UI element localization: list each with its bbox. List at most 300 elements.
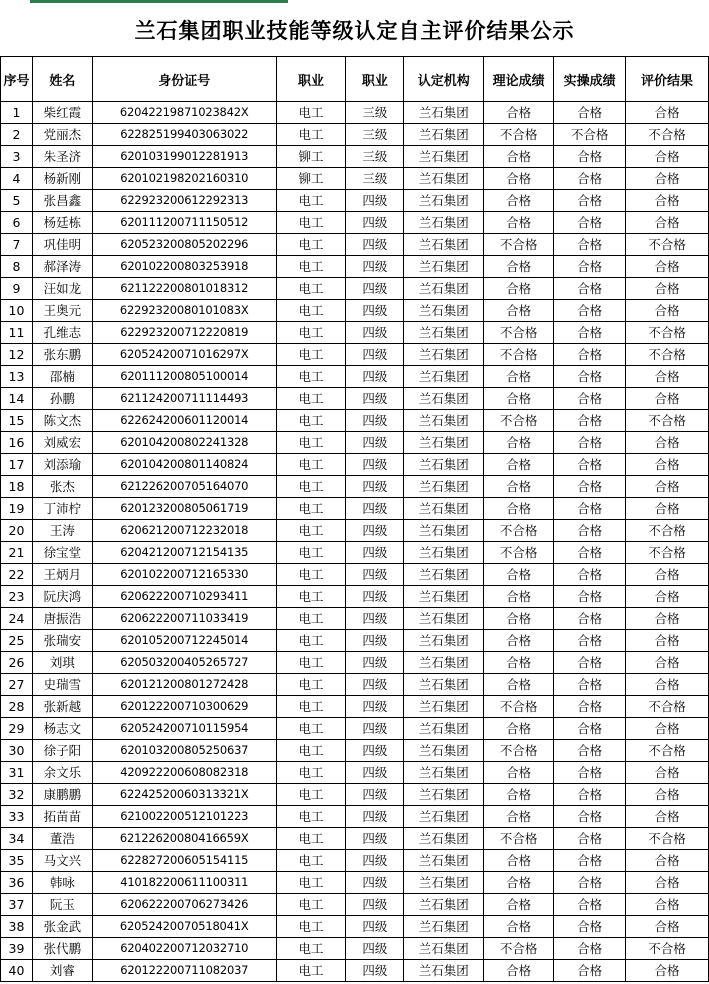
- cell-name: 陈文杰: [32, 410, 92, 432]
- cell-result: 合格: [626, 432, 709, 454]
- cell-theory-score: 不合格: [484, 938, 554, 960]
- cell-occupation: 电工: [276, 212, 346, 234]
- cell-level: 四级: [346, 696, 404, 718]
- cell-seq: 24: [1, 608, 33, 630]
- cell-occupation: 电工: [276, 916, 346, 938]
- cell-level: 四级: [346, 300, 404, 322]
- cell-occupation: 电工: [276, 190, 346, 212]
- cell-name: 徐宝堂: [32, 542, 92, 564]
- cell-id-number: 62122620080416659X: [92, 828, 276, 850]
- cell-institution: 兰石集团: [404, 784, 484, 806]
- cell-occupation: 电工: [276, 454, 346, 476]
- cell-id-number: 620622200711033419: [92, 608, 276, 630]
- table-row: [1, 102, 709, 124]
- cell-practical-score: 合格: [554, 740, 626, 762]
- cell-institution: 兰石集团: [404, 850, 484, 872]
- cell-institution: 兰石集团: [404, 278, 484, 300]
- cell-result: 合格: [626, 476, 709, 498]
- cell-result: 合格: [626, 498, 709, 520]
- cell-occupation: 电工: [276, 608, 346, 630]
- cell-id-number: 62052420071016297X: [92, 344, 276, 366]
- cell-practical-score: 合格: [554, 410, 626, 432]
- cell-name: 王炳月: [32, 564, 92, 586]
- cell-occupation: 电工: [276, 366, 346, 388]
- cell-id-number: 620122200711082037: [92, 960, 276, 982]
- table-row: [1, 762, 709, 784]
- cell-id-number: 62242520060313321X: [92, 784, 276, 806]
- table-row: [1, 828, 709, 850]
- cell-occupation: 电工: [276, 498, 346, 520]
- cell-practical-score: 合格: [554, 872, 626, 894]
- table-row: [1, 124, 709, 146]
- cell-result: 不合格: [626, 124, 709, 146]
- cell-occupation: 电工: [276, 586, 346, 608]
- cell-theory-score: 不合格: [484, 828, 554, 850]
- table-row: [1, 652, 709, 674]
- cell-level: 三级: [346, 124, 404, 146]
- cell-level: 四级: [346, 674, 404, 696]
- cell-seq: 10: [1, 300, 33, 322]
- cell-institution: 兰石集团: [404, 806, 484, 828]
- cell-practical-score: 合格: [554, 212, 626, 234]
- cell-theory-score: 不合格: [484, 410, 554, 432]
- cell-level: 四级: [346, 740, 404, 762]
- cell-theory-score: 合格: [484, 674, 554, 696]
- cell-seq: 16: [1, 432, 33, 454]
- cell-level: 四级: [346, 850, 404, 872]
- cell-occupation: 电工: [276, 938, 346, 960]
- cell-level: 四级: [346, 542, 404, 564]
- results-table: [0, 56, 709, 982]
- cell-institution: 兰石集团: [404, 916, 484, 938]
- cell-theory-score: 合格: [484, 630, 554, 652]
- cell-level: 四级: [346, 454, 404, 476]
- cell-practical-score: 合格: [554, 762, 626, 784]
- cell-id-number: 621122200801018312: [92, 278, 276, 300]
- cell-practical-score: 合格: [554, 520, 626, 542]
- table-row: [1, 938, 709, 960]
- cell-result: 合格: [626, 278, 709, 300]
- table-row: [1, 168, 709, 190]
- cell-practical-score: 合格: [554, 542, 626, 564]
- cell-theory-score: 不合格: [484, 740, 554, 762]
- cell-practical-score: 合格: [554, 916, 626, 938]
- cell-practical-score: 合格: [554, 894, 626, 916]
- cell-name: 张昌鑫: [32, 190, 92, 212]
- cell-name: 杨新刚: [32, 168, 92, 190]
- cell-id-number: 62042219871023842X: [92, 102, 276, 124]
- table-row: [1, 366, 709, 388]
- cell-practical-score: 合格: [554, 234, 626, 256]
- table-row: [1, 586, 709, 608]
- cell-result: 不合格: [626, 938, 709, 960]
- cell-practical-score: 合格: [554, 102, 626, 124]
- cell-id-number: 620111200805100014: [92, 366, 276, 388]
- table-row: [1, 872, 709, 894]
- cell-occupation: 电工: [276, 102, 346, 124]
- cell-practical-score: 合格: [554, 476, 626, 498]
- cell-seq: 14: [1, 388, 33, 410]
- cell-theory-score: 不合格: [484, 234, 554, 256]
- cell-seq: 3: [1, 146, 33, 168]
- cell-level: 四级: [346, 476, 404, 498]
- cell-occupation: 电工: [276, 850, 346, 872]
- cell-practical-score: 合格: [554, 300, 626, 322]
- cell-theory-score: 不合格: [484, 344, 554, 366]
- cell-id-number: 620103200805250637: [92, 740, 276, 762]
- cell-seq: 19: [1, 498, 33, 520]
- cell-id-number: 420922200608082318: [92, 762, 276, 784]
- cell-result: 合格: [626, 190, 709, 212]
- cell-result: 合格: [626, 652, 709, 674]
- cell-theory-score: 合格: [484, 564, 554, 586]
- table-row: [1, 454, 709, 476]
- cell-institution: 兰石集团: [404, 256, 484, 278]
- cell-institution: 兰石集团: [404, 564, 484, 586]
- cell-theory-score: 合格: [484, 960, 554, 982]
- cell-level: 四级: [346, 564, 404, 586]
- cell-seq: 26: [1, 652, 33, 674]
- cell-seq: 22: [1, 564, 33, 586]
- cell-level: 四级: [346, 586, 404, 608]
- cell-seq: 32: [1, 784, 33, 806]
- cell-seq: 40: [1, 960, 33, 982]
- cell-theory-score: 合格: [484, 586, 554, 608]
- cell-theory-score: 不合格: [484, 542, 554, 564]
- cell-occupation: 电工: [276, 564, 346, 586]
- cell-seq: 1: [1, 102, 33, 124]
- cell-result: 不合格: [626, 322, 709, 344]
- table-row: [1, 850, 709, 872]
- cell-result: 合格: [626, 784, 709, 806]
- cell-level: 四级: [346, 872, 404, 894]
- cell-level: 四级: [346, 520, 404, 542]
- cell-result: 合格: [626, 806, 709, 828]
- cell-name: 唐振浩: [32, 608, 92, 630]
- table-row: [1, 718, 709, 740]
- cell-institution: 兰石集团: [404, 454, 484, 476]
- cell-name: 张新越: [32, 696, 92, 718]
- cell-result: 合格: [626, 366, 709, 388]
- cell-id-number: 620503200405265727: [92, 652, 276, 674]
- cell-result: 合格: [626, 102, 709, 124]
- cell-theory-score: 合格: [484, 168, 554, 190]
- cell-occupation: 电工: [276, 542, 346, 564]
- cell-seq: 34: [1, 828, 33, 850]
- cell-name: 王涛: [32, 520, 92, 542]
- cell-name: 刘威宏: [32, 432, 92, 454]
- cell-name: 张东鹏: [32, 344, 92, 366]
- cell-practical-score: 合格: [554, 938, 626, 960]
- cell-level: 四级: [346, 960, 404, 982]
- cell-id-number: 62052420070518041X: [92, 916, 276, 938]
- cell-practical-score: 不合格: [554, 124, 626, 146]
- cell-institution: 兰石集团: [404, 872, 484, 894]
- cell-result: 合格: [626, 674, 709, 696]
- table-body: [1, 102, 709, 982]
- cell-result: 合格: [626, 388, 709, 410]
- cell-name: 阮庆鸿: [32, 586, 92, 608]
- table-row: [1, 388, 709, 410]
- cell-seq: 18: [1, 476, 33, 498]
- cell-institution: 兰石集团: [404, 652, 484, 674]
- cell-practical-score: 合格: [554, 718, 626, 740]
- cell-level: 四级: [346, 894, 404, 916]
- cell-level: 四级: [346, 366, 404, 388]
- cell-result: 合格: [626, 454, 709, 476]
- table-row: [1, 190, 709, 212]
- cell-practical-score: 合格: [554, 630, 626, 652]
- cell-theory-score: 合格: [484, 146, 554, 168]
- cell-practical-score: 合格: [554, 608, 626, 630]
- cell-seq: 33: [1, 806, 33, 828]
- cell-result: 合格: [626, 300, 709, 322]
- cell-result: 合格: [626, 586, 709, 608]
- cell-result: 不合格: [626, 696, 709, 718]
- cell-institution: 兰石集团: [404, 476, 484, 498]
- cell-institution: 兰石集团: [404, 520, 484, 542]
- cell-practical-score: 合格: [554, 146, 626, 168]
- cell-institution: 兰石集团: [404, 366, 484, 388]
- cell-occupation: 电工: [276, 234, 346, 256]
- cell-result: 合格: [626, 718, 709, 740]
- cell-theory-score: 合格: [484, 762, 554, 784]
- cell-practical-score: 合格: [554, 344, 626, 366]
- cell-name: 王奥元: [32, 300, 92, 322]
- cell-result: 合格: [626, 256, 709, 278]
- cell-theory-score: 合格: [484, 256, 554, 278]
- cell-institution: 兰石集团: [404, 938, 484, 960]
- cell-occupation: 电工: [276, 696, 346, 718]
- cell-result: 合格: [626, 960, 709, 982]
- cell-name: 徐子阳: [32, 740, 92, 762]
- cell-level: 四级: [346, 190, 404, 212]
- cell-institution: 兰石集团: [404, 696, 484, 718]
- cell-id-number: 620622200706273426: [92, 894, 276, 916]
- cell-id-number: 620524200710115954: [92, 718, 276, 740]
- cell-occupation: 电工: [276, 674, 346, 696]
- table-row: [1, 278, 709, 300]
- cell-seq: 12: [1, 344, 33, 366]
- cell-level: 四级: [346, 344, 404, 366]
- cell-name: 巩佳明: [32, 234, 92, 256]
- cell-seq: 30: [1, 740, 33, 762]
- cell-theory-score: 合格: [484, 894, 554, 916]
- cell-institution: 兰石集团: [404, 608, 484, 630]
- cell-id-number: 620103199012281913: [92, 146, 276, 168]
- cell-level: 四级: [346, 388, 404, 410]
- cell-name: 郝泽涛: [32, 256, 92, 278]
- cell-name: 马文兴: [32, 850, 92, 872]
- cell-result: 合格: [626, 212, 709, 234]
- cell-institution: 兰石集团: [404, 894, 484, 916]
- cell-name: 康鹏鹏: [32, 784, 92, 806]
- cell-name: 张杰: [32, 476, 92, 498]
- cell-practical-score: 合格: [554, 674, 626, 696]
- cell-practical-score: 合格: [554, 454, 626, 476]
- table-row: [1, 344, 709, 366]
- cell-practical-score: 合格: [554, 190, 626, 212]
- cell-id-number: 621002200512101223: [92, 806, 276, 828]
- cell-seq: 2: [1, 124, 33, 146]
- cell-seq: 31: [1, 762, 33, 784]
- cell-level: 四级: [346, 828, 404, 850]
- cell-theory-score: 合格: [484, 498, 554, 520]
- cell-institution: 兰石集团: [404, 190, 484, 212]
- cell-seq: 7: [1, 234, 33, 256]
- cell-result: 不合格: [626, 410, 709, 432]
- cell-result: 合格: [626, 916, 709, 938]
- cell-level: 四级: [346, 278, 404, 300]
- header-occupation: 职业: [276, 57, 346, 102]
- table-row: [1, 960, 709, 982]
- cell-practical-score: 合格: [554, 784, 626, 806]
- cell-name: 邵楠: [32, 366, 92, 388]
- cell-theory-score: 不合格: [484, 520, 554, 542]
- cell-seq: 20: [1, 520, 33, 542]
- cell-occupation: 电工: [276, 124, 346, 146]
- cell-name: 张金武: [32, 916, 92, 938]
- cell-name: 韩咏: [32, 872, 92, 894]
- cell-practical-score: 合格: [554, 388, 626, 410]
- cell-name: 刘睿: [32, 960, 92, 982]
- cell-institution: 兰石集团: [404, 322, 484, 344]
- cell-occupation: 铆工: [276, 168, 346, 190]
- cell-theory-score: 不合格: [484, 696, 554, 718]
- cell-seq: 13: [1, 366, 33, 388]
- cell-id-number: 620104200802241328: [92, 432, 276, 454]
- cell-seq: 6: [1, 212, 33, 234]
- cell-id-number: 622624200601120014: [92, 410, 276, 432]
- cell-result: 不合格: [626, 520, 709, 542]
- cell-name: 史瑞雪: [32, 674, 92, 696]
- table-row: [1, 542, 709, 564]
- cell-occupation: 电工: [276, 476, 346, 498]
- cell-occupation: 电工: [276, 960, 346, 982]
- table-row: [1, 432, 709, 454]
- cell-name: 张瑞安: [32, 630, 92, 652]
- cell-theory-score: 合格: [484, 476, 554, 498]
- cell-institution: 兰石集团: [404, 344, 484, 366]
- cell-id-number: 620105200712245014: [92, 630, 276, 652]
- cell-seq: 39: [1, 938, 33, 960]
- cell-level: 四级: [346, 498, 404, 520]
- cell-seq: 25: [1, 630, 33, 652]
- cell-result: 合格: [626, 168, 709, 190]
- table-row: [1, 894, 709, 916]
- cell-name: 丁沛柠: [32, 498, 92, 520]
- cell-level: 四级: [346, 652, 404, 674]
- cell-seq: 37: [1, 894, 33, 916]
- cell-theory-score: 不合格: [484, 322, 554, 344]
- cell-practical-score: 合格: [554, 322, 626, 344]
- table-row: [1, 212, 709, 234]
- cell-id-number: 620122200710300629: [92, 696, 276, 718]
- cell-practical-score: 合格: [554, 366, 626, 388]
- table-row: [1, 784, 709, 806]
- cell-level: 三级: [346, 146, 404, 168]
- cell-occupation: 电工: [276, 652, 346, 674]
- cell-result: 合格: [626, 146, 709, 168]
- cell-practical-score: 合格: [554, 586, 626, 608]
- table-row: [1, 806, 709, 828]
- table-row: [1, 608, 709, 630]
- cell-theory-score: 合格: [484, 190, 554, 212]
- cell-occupation: 电工: [276, 256, 346, 278]
- header-seq: 序号: [1, 57, 33, 102]
- cell-level: 三级: [346, 168, 404, 190]
- cell-id-number: 620102198202160310: [92, 168, 276, 190]
- cell-institution: 兰石集团: [404, 674, 484, 696]
- cell-name: 张代鹏: [32, 938, 92, 960]
- cell-id-number: 620102200712165330: [92, 564, 276, 586]
- cell-occupation: 电工: [276, 718, 346, 740]
- cell-id-number: 621226200705164070: [92, 476, 276, 498]
- cell-institution: 兰石集团: [404, 300, 484, 322]
- table-header-row: [1, 57, 709, 102]
- cell-seq: 27: [1, 674, 33, 696]
- cell-occupation: 电工: [276, 828, 346, 850]
- table-row: [1, 322, 709, 344]
- cell-name: 董浩: [32, 828, 92, 850]
- table-row: [1, 498, 709, 520]
- table-row: [1, 256, 709, 278]
- cell-institution: 兰石集团: [404, 146, 484, 168]
- cell-level: 三级: [346, 102, 404, 124]
- cell-result: 合格: [626, 608, 709, 630]
- cell-institution: 兰石集团: [404, 168, 484, 190]
- cell-id-number: 620111200711150512: [92, 212, 276, 234]
- cell-occupation: 电工: [276, 872, 346, 894]
- cell-practical-score: 合格: [554, 960, 626, 982]
- cell-id-number: 62292320080101083X: [92, 300, 276, 322]
- cell-id-number: 620123200805061719: [92, 498, 276, 520]
- cell-level: 四级: [346, 322, 404, 344]
- cell-theory-score: 合格: [484, 388, 554, 410]
- cell-occupation: 电工: [276, 894, 346, 916]
- cell-theory-score: 合格: [484, 652, 554, 674]
- cell-occupation: 电工: [276, 630, 346, 652]
- cell-occupation: 电工: [276, 344, 346, 366]
- cell-name: 杨志文: [32, 718, 92, 740]
- cell-result: 合格: [626, 894, 709, 916]
- cell-theory-score: 合格: [484, 784, 554, 806]
- cell-seq: 28: [1, 696, 33, 718]
- cell-practical-score: 合格: [554, 278, 626, 300]
- cell-name: 刘琪: [32, 652, 92, 674]
- cell-level: 四级: [346, 784, 404, 806]
- cell-id-number: 410182200611100311: [92, 872, 276, 894]
- header-level: 职业: [346, 57, 404, 102]
- cell-institution: 兰石集团: [404, 828, 484, 850]
- cell-level: 四级: [346, 212, 404, 234]
- table-row: [1, 300, 709, 322]
- cell-practical-score: 合格: [554, 432, 626, 454]
- cell-level: 四级: [346, 256, 404, 278]
- cell-institution: 兰石集团: [404, 586, 484, 608]
- cell-id-number: 620121200801272428: [92, 674, 276, 696]
- cell-id-number: 622923200712220819: [92, 322, 276, 344]
- cell-theory-score: 合格: [484, 916, 554, 938]
- cell-occupation: 铆工: [276, 146, 346, 168]
- cell-theory-score: 合格: [484, 850, 554, 872]
- cell-theory-score: 合格: [484, 872, 554, 894]
- header-institution: 认定机构: [404, 57, 484, 102]
- table-row: [1, 410, 709, 432]
- cell-institution: 兰石集团: [404, 718, 484, 740]
- table-row: [1, 916, 709, 938]
- cell-result: 合格: [626, 762, 709, 784]
